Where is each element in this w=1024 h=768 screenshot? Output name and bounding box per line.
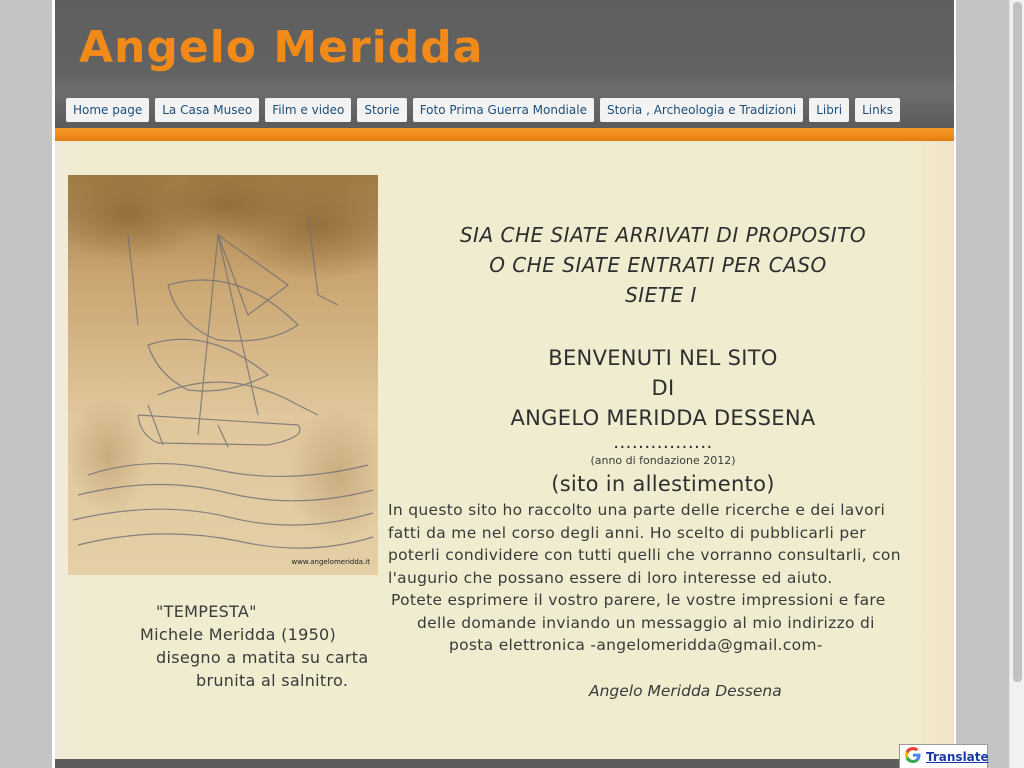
under-construction-label: (sito in allestimento): [551, 472, 775, 496]
translate-link[interactable]: Translate: [926, 749, 989, 764]
site-header: [55, 0, 954, 128]
intro-paragraph: [388, 499, 938, 657]
paragraph-line-7-email: posta elettronica -angelomeridda@gmail.com-: [449, 636, 823, 654]
welcome-line-3: ANGELO MERIDDA DESSENA: [510, 406, 816, 430]
nav-item-storia-archeologia[interactable]: Storia , Archeologia e Tradizioni: [600, 98, 803, 122]
paragraph-line-3: poterli condividere con tutti quelli che vorranno consultarli, con: [388, 546, 901, 564]
intro-line-1: SIA CHE SIATE ARRIVATI DI PROPOSITO: [459, 223, 867, 247]
translate-widget[interactable]: [899, 744, 988, 768]
site-title[interactable]: Angelo Meridda: [79, 22, 484, 73]
vertical-scrollbar[interactable]: [1009, 0, 1024, 768]
main-nav: [66, 98, 900, 122]
paragraph-line-2: fatti da me nel corso degli anni. Ho scelto di pubblicarli per: [388, 523, 866, 542]
nav-item-links[interactable]: Links: [855, 98, 900, 122]
intro-line-3: SIETE I: [625, 283, 697, 307]
artwork-artist: Michele Meridda (1950): [140, 625, 337, 644]
drawing-watermark: www.angelomeridda.it: [291, 558, 370, 566]
nav-item-home-page[interactable]: Home page: [66, 98, 149, 122]
dots-separator: ................: [613, 432, 713, 453]
artwork-title: "TEMPESTA": [156, 602, 257, 621]
paragraph-line-6: delle domande inviando un messaggio al mio indirizzo di: [417, 613, 875, 632]
signature: Angelo Meridda Dessena: [589, 681, 782, 700]
nav-item-casa-museo[interactable]: La Casa Museo: [155, 98, 259, 122]
paragraph-line-4: l'augurio che possano essere di loro interesse ed aiuto.: [388, 568, 833, 587]
paragraph-line-1: In questo sito ho raccolto una parte delle ricerche e dei lavori: [388, 501, 886, 519]
intro-line-2: O CHE SIATE ENTRATI PER CASO: [489, 253, 827, 277]
artwork-medium-line-2: brunita al salnitro.: [196, 671, 349, 690]
footer-bar: [55, 759, 954, 768]
paragraph-line-5: Potete esprimere il vostro parere, le vostre impressioni e fare: [391, 591, 886, 609]
nav-item-foto-guerra[interactable]: Foto Prima Guerra Mondiale: [413, 98, 594, 122]
scrollbar-thumb[interactable]: [1013, 2, 1022, 682]
nav-item-storie[interactable]: Storie: [357, 98, 406, 122]
welcome-line-2: DI: [651, 376, 675, 400]
tempesta-drawing-image: [68, 175, 378, 575]
welcome-text-block: [388, 220, 938, 702]
nav-item-film-video[interactable]: Film e video: [265, 98, 351, 122]
header-accent-bar: [55, 128, 954, 141]
nav-item-libri[interactable]: Libri: [809, 98, 849, 122]
artwork-caption: [128, 600, 388, 692]
founded-year: (anno di fondazione 2012): [590, 454, 736, 467]
artwork-medium-line-1: disegno a matita su carta: [156, 648, 369, 667]
google-g-icon: [904, 746, 922, 768]
welcome-line-1: BENVENUTI NEL SITO: [548, 346, 778, 370]
